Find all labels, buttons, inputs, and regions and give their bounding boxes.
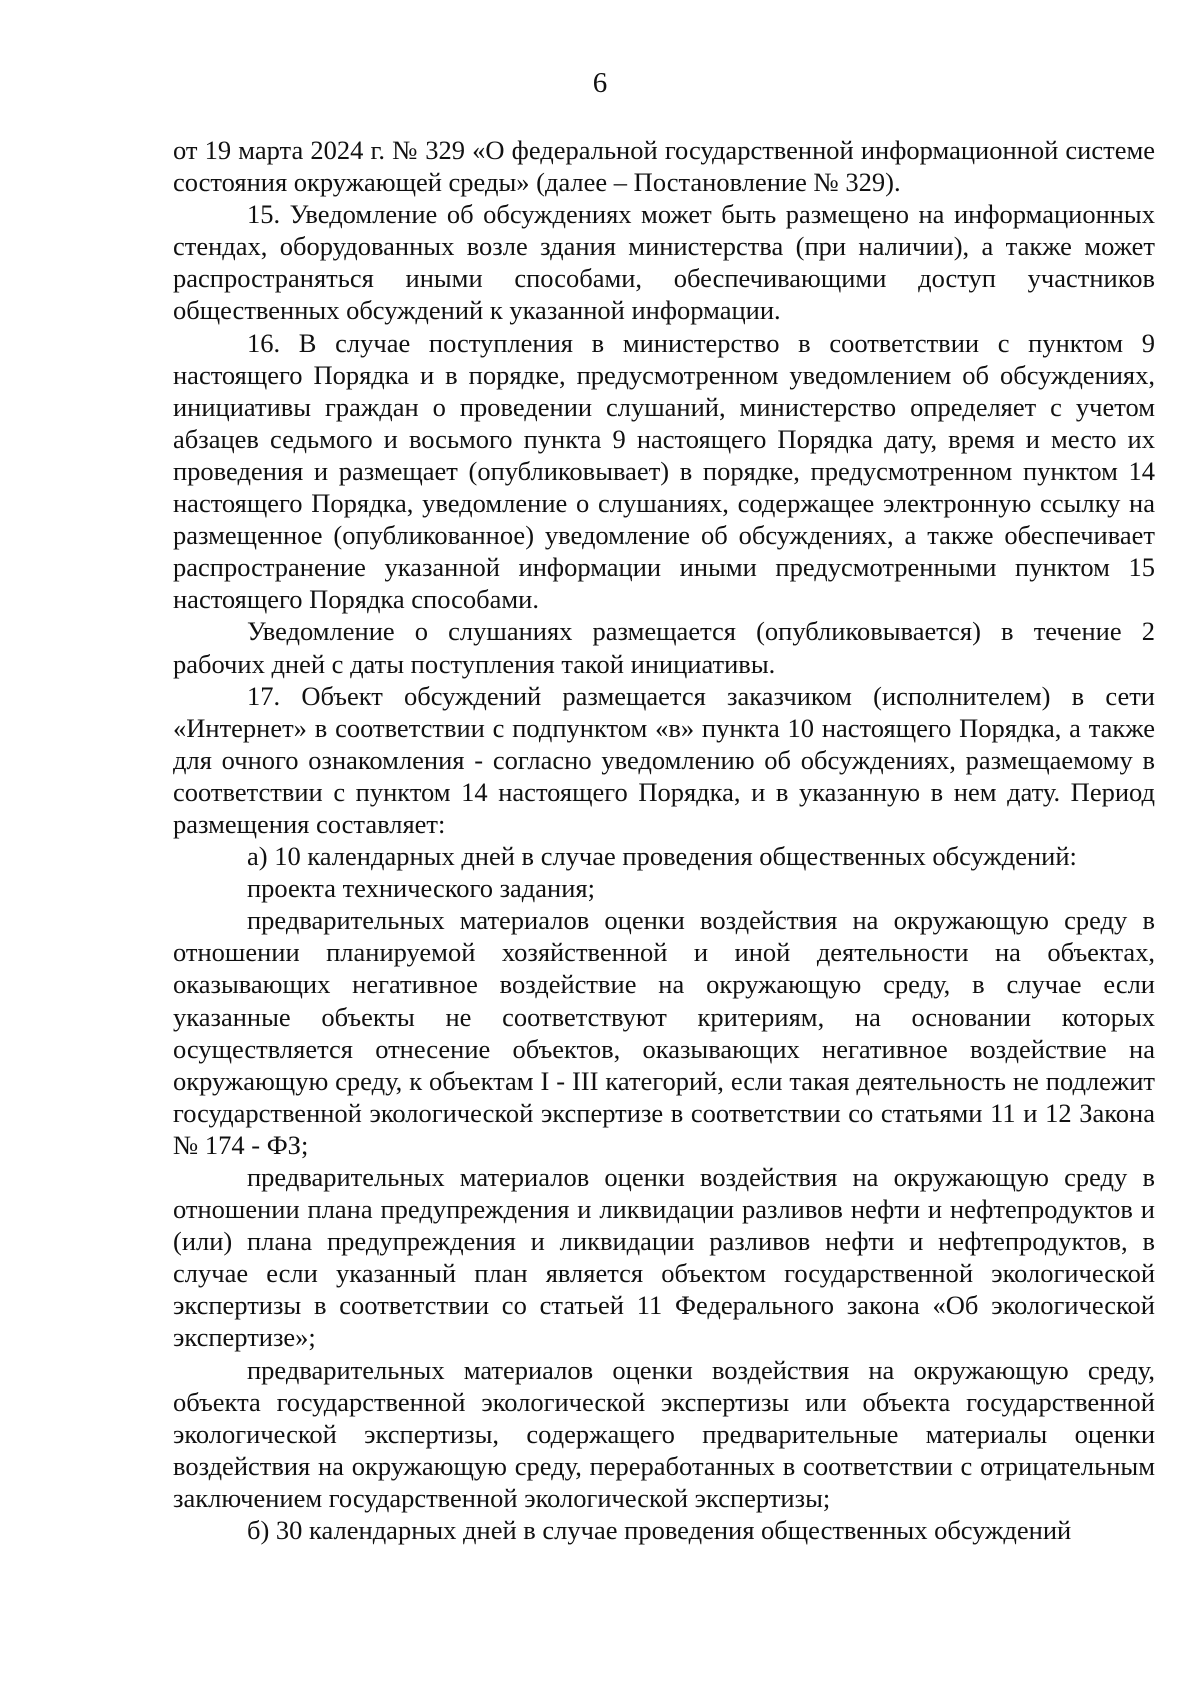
paragraph-preliminary-materials-3: предварительных материалов оценки воздействия на окружающую среду, объекта государственной экологической экспертизы или объекта государственной экологической экспертизы, содержащего предварительные материалы оценки воздействия на окружающую среду, переработанных в соответствии с отрицательным заключением государственной экологической экспертизы; [173,1354,1155,1513]
paragraph-hearing-notice: Уведомление о слушаниях размещается (опубликовывается) в течение 2 рабочих дней с даты поступления такой инициативы. [173,616,1155,679]
paragraph-subitem-a: а) 10 календарных дней в случае проведения общественных обсуждений: [247,841,1077,872]
paragraph-technical-task: проекта технического задания; [247,873,595,904]
paragraph-subitem-b: б) 30 календарных дней в случае проведения общественных обсуждений [247,1515,1072,1546]
document-body [173,134,1155,1546]
paragraph-preliminary-materials-1: предварительных материалов оценки воздействия на окружающую среду в отношении планируемой хозяйственной и иной деятельности на объектах, оказывающих негативное воздействие на окружающую среду, в случае если указанные объекты не соответствуют критериям, на основании которых осуществляется отнесение объектов, оказывающих негативное воздействие на окружающую среду, к объектам I - III категорий, если такая деятельность не подлежит государственной экологической экспертизе в соответствии со статьями 11 и 12 Закона № 174 - ФЗ; [173,905,1155,1160]
paragraph-continuation: от 19 марта 2024 г. № 329 «О федеральной государственной информационной системе состояния окружающей среды» (далее – Постановление № 329). [173,135,1155,198]
page-number: 6 [592,67,608,99]
paragraph-item-17: 17. Объект обсуждений размещается заказчиком (исполнителем) в сети «Интернет» в соответствии с подпунктом «в» пункта 10 настоящего Порядка, а также для очного ознакомления - согласно уведомлению об обсуждениях, размещаемому в соответствии с пунктом 14 настоящего Порядка, и в указанную в нем дату. Период размещения составляет: [173,680,1155,839]
paragraph-item-15: 15. Уведомление об обсуждениях может быть размещено на информационных стендах, оборудованных возле здания министерства (при наличии), а также может распространяться иными способами, обеспечивающими доступ участников общественных обсуждений к указанной информации. [173,199,1155,326]
paragraph-item-16: 16. В случае поступления в министерство в соответствии с пунктом 9 настоящего Порядка и в порядке, предусмотренном уведомлением об обсуждениях, инициативы граждан о проведении слушаний, министерство определяет с учетом абзацев седьмого и восьмого пункта 9 настоящего Порядка дату, время и место их проведения и размещает (опубликовывает) в порядке, предусмотренном пунктом 14 настоящего Порядка, уведомление о слушаниях, содержащее электронную ссылку на размещенное (опубликованное) уведомление об обсуждениях, а также обеспечивает распространение указанной информации иными предусмотренными пунктом 15 настоящего Порядка способами. [173,327,1155,615]
paragraph-preliminary-materials-2: предварительных материалов оценки воздействия на окружающую среду в отношении плана предупреждения и ликвидации разливов нефти и нефтепродуктов и (или) плана предупреждения и ликвидации разливов нефти и нефтепродуктов, в случае если указанный план является объектом государственной экологической экспертизы в соответствии со статьей 11 Федерального закона «Об экологической экспертизе»; [173,1162,1155,1353]
